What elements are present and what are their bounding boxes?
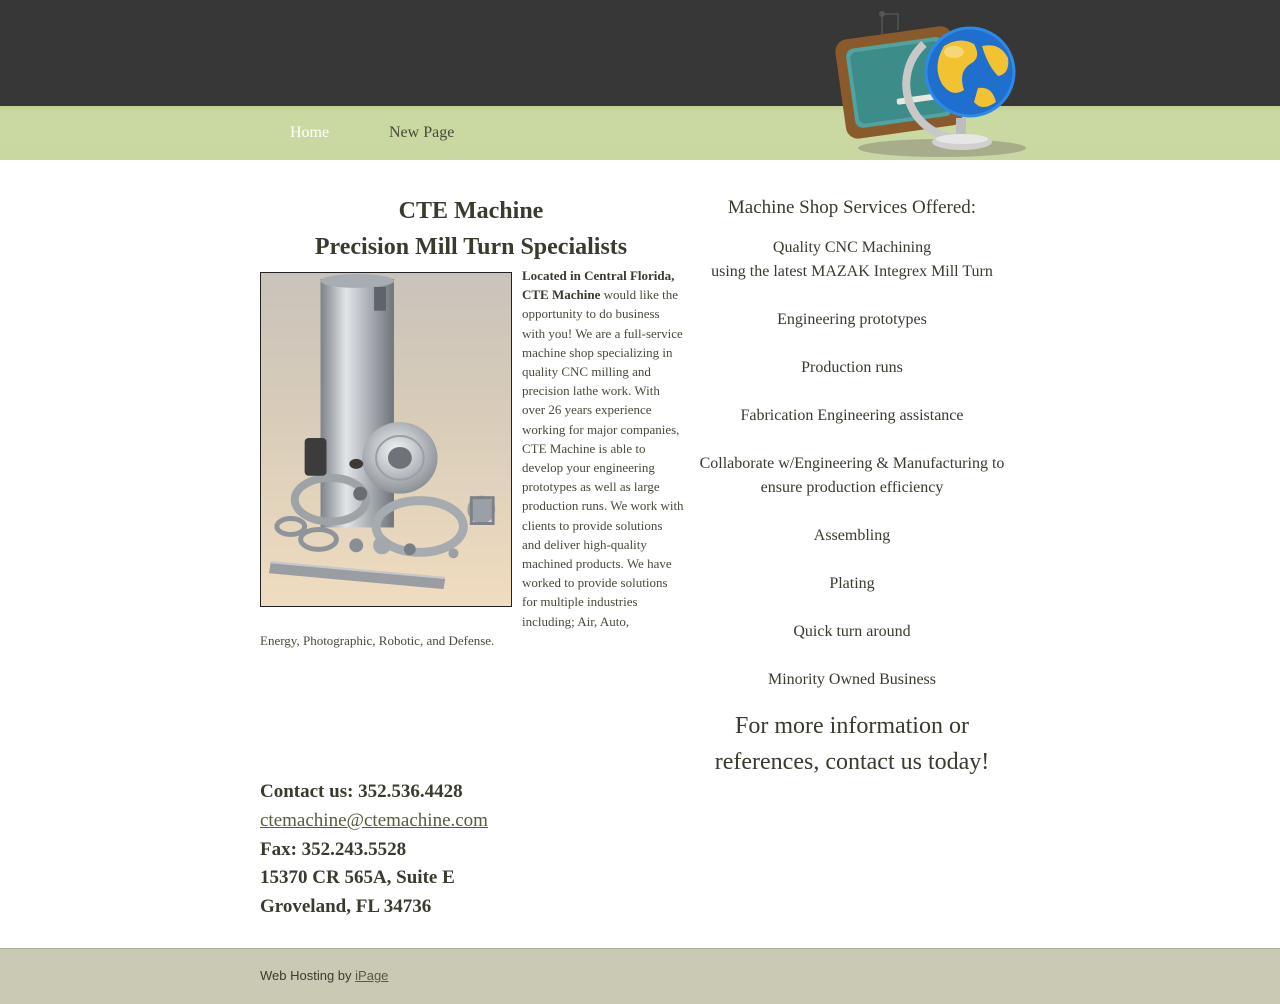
footer-bar	[0, 948, 1280, 1004]
header-bar	[0, 0, 1280, 106]
page-subtitle: Precision Mill Turn Specialists	[314, 234, 628, 260]
contact-address-line1: 15370 CR 565A, Suite E	[260, 867, 455, 888]
contact-cta	[692, 708, 1012, 780]
nav-item-home[interactable]: Home	[290, 124, 330, 141]
intro-body: would like the opportunity to do business with you! We are a full-service machine shop specializing in quality CNC milling and precision lathe work. With over 26 years experience working for major companies, CTE Machine is able to develop your engineering prototypes as well as large production runs. We work with clients to provide solutions and deliver high-quality machined products. We have worked to provide solutions for multiple industries including; Air, Auto,	[522, 287, 684, 629]
intro-text-continued: Energy, Photographic, Robotic, and Defense.	[260, 633, 495, 648]
service-item: Quick turn around	[793, 623, 911, 640]
service-item: Minority Owned Business	[768, 671, 936, 688]
intro-lead: Located in Central Florida, CTE Machine	[522, 268, 675, 303]
contact-address-line2: Groveland, FL 34736	[260, 896, 432, 917]
nav-bar	[0, 106, 1280, 160]
service-line: Collaborate w/Engineering & Manufacturing to	[699, 455, 1005, 472]
footer-prefix: Web Hosting by	[260, 968, 352, 983]
machined-parts-photo	[260, 272, 512, 607]
service-item	[692, 452, 1012, 500]
footer-text	[260, 968, 388, 983]
service-line: ensure production efficiency	[760, 479, 944, 496]
cta-line: references, contact us today!	[714, 749, 990, 775]
footer-ipage-link[interactable]: iPage	[355, 968, 389, 983]
service-item: Fabrication Engineering assistance	[740, 407, 964, 424]
nav-item-new-page[interactable]: New Page	[389, 124, 455, 141]
contact-email-link[interactable]: ctemachine@ctemachine.com	[260, 810, 488, 831]
cta-line: For more information or	[735, 713, 969, 739]
service-item: Engineering prototypes	[777, 311, 927, 328]
services-title: Machine Shop Services Offered:	[727, 197, 977, 218]
service-line: Quality CNC Machining	[772, 239, 932, 256]
service-item	[692, 236, 1012, 284]
contact-fax: Fax: 352.243.5528	[260, 839, 407, 860]
contact-phone: Contact us: 352.536.4428	[260, 781, 463, 802]
page-title: CTE Machine	[398, 198, 544, 224]
service-item: Plating	[829, 575, 875, 592]
service-item: Assembling	[813, 527, 891, 544]
intro-text	[522, 266, 684, 631]
service-item: Production runs	[801, 359, 903, 376]
globe-chalkboard-logo	[832, 6, 1028, 158]
service-line: using the latest MAZAK Integrex Mill Turn	[711, 263, 993, 280]
